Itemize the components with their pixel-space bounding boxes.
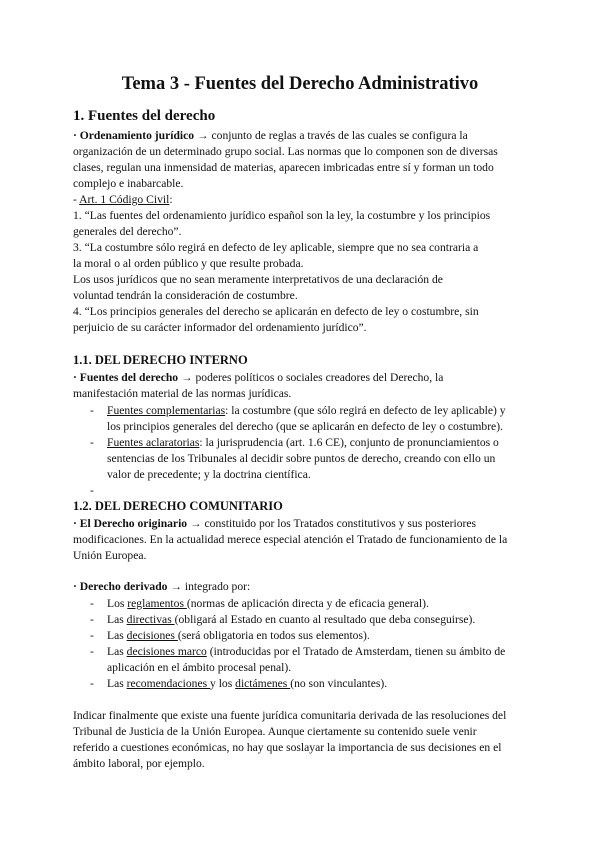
paragraph-line: 3. “La costumbre sólo regirá en defecto de ley aplicable, siempre que no sea contraria a <box>73 241 479 254</box>
paragraph-line: organización de un determinado grupo social. Las normas que lo componen son de diversas <box>73 145 498 158</box>
paragraph-line: ámbito laboral, por ejemplo. <box>73 757 205 770</box>
paragraph-line: · Ordenamiento jurídico → conjunto de reglas a través de las cuales se configura la <box>73 129 468 142</box>
list-item: Fuentes complementarias: la costumbre (que sólo regirá en defecto de ley aplicable) y <box>107 404 506 417</box>
list-bullet: - <box>90 597 94 610</box>
term-originario: · El Derecho originario <box>73 517 188 530</box>
list-bullet: - <box>90 613 94 626</box>
list-item: Fuentes aclaratorias: la jurisprudencia (art. 1.6 CE), conjunto de pronunciamientos o <box>107 436 499 449</box>
list-bullet: - <box>90 629 94 642</box>
list-item: Las recomendaciones y los dictámenes (no son vinculantes). <box>107 677 388 690</box>
section-heading-interno: 1.1. DEL DERECHO INTERNO <box>73 353 248 367</box>
paragraph-line: Indicar finalmente que existe una fuente jurídica comunitaria derivada de las resoluciones del <box>73 709 507 722</box>
term-ordenamiento: · Ordenamiento jurídico <box>73 129 195 142</box>
list-bullet: - <box>90 645 94 658</box>
paragraph-line: · Fuentes del derecho → poderes políticos o sociales creadores del Derecho, la <box>73 371 444 384</box>
list-item: Las decisiones (será obligatoria en todos sus elementos). <box>107 629 370 642</box>
paragraph-line: 4. “Los principios generales del derecho se aplicarán en defecto de ley o costumbre, sin <box>73 305 479 318</box>
term-fuentes: · Fuentes del derecho <box>73 371 179 384</box>
paragraph-line: Los usos jurídicos que no sean meramente interpretativos de una declaración de <box>73 273 443 286</box>
paragraph-line: 1. “Las fuentes del ordenamiento jurídico español son la ley, la costumbre y los principios <box>73 209 491 222</box>
paragraph-line: · Derecho derivado → integrado por: <box>73 580 251 593</box>
arrow-icon: → <box>190 517 202 530</box>
paragraph-line: Tribunal de Justicia de la Unión Europea. Aunque ciertamente su contenido suele venir <box>73 725 477 738</box>
article-reference: - Art. 1 Código Civil: <box>73 193 173 206</box>
list-bullet: - <box>90 677 94 690</box>
paragraph-line: clases, regulan una inmensidad de materias, aparecen imbricadas entre sí y forman un todo <box>73 161 494 174</box>
paragraph-line: la moral o al orden público y que resulte probada. <box>73 257 304 270</box>
list-item: Las decisiones marco (introducidas por el Tratado de Amsterdam, tienen su ámbito de <box>107 645 506 658</box>
list-bullet: - <box>90 404 94 417</box>
list-bullet: - <box>90 436 94 449</box>
list-item: Las directivas (obligará al Estado en cuanto al resultado que deba conseguirse). <box>107 613 476 626</box>
paragraph-line: referido a cuestiones económicas, no hay que soslayar la importancia de sus decisiones en el <box>73 741 502 754</box>
list-item-cont: sentencias de los Tribunales al decidir sobre puntos de derecho, creando con ello un <box>107 452 496 465</box>
term-derivado: · Derecho derivado <box>73 580 168 593</box>
paragraph-line: voluntad tendrán la consideración de costumbre. <box>73 289 298 302</box>
paragraph-line: modificaciones. En la actualidad merece especial atención el Tratado de funcionamiento de la <box>73 533 508 546</box>
paragraph-line: perjuicio de su carácter informador del ordenamiento jurídico”. <box>73 321 367 334</box>
list-bullet: - <box>90 484 94 497</box>
arrow-icon: → <box>181 371 193 384</box>
list-item: Los reglamentos (normas de aplicación directa y de eficacia general). <box>107 597 429 610</box>
arrow-icon: → <box>170 580 182 593</box>
paragraph-line: generales del derecho”. <box>73 225 182 238</box>
paragraph-line: · El Derecho originario → constituido por los Tratados constitutivos y sus posteriores <box>73 517 477 530</box>
page-title: Tema 3 - Fuentes del Derecho Administrativo <box>121 74 479 94</box>
paragraph-line: complejo e inabarcable. <box>73 177 184 190</box>
paragraph-line: manifestación material de las normas jurídicas. <box>73 387 292 400</box>
paragraph-line: Unión Europea. <box>73 549 147 562</box>
list-item-cont: valor de precedente; y la doctrina científica. <box>107 468 311 481</box>
list-item-cont: aplicación en el ámbito procesal penal). <box>107 661 292 674</box>
list-item-cont: los principios generales del derecho (que se aplicarán en defecto de ley o costumbre). <box>107 420 503 433</box>
section-heading-fuentes: 1. Fuentes del derecho <box>73 108 216 124</box>
section-heading-comunitario: 1.2. DEL DERECHO COMUNITARIO <box>73 499 283 513</box>
arrow-icon: → <box>197 129 209 142</box>
